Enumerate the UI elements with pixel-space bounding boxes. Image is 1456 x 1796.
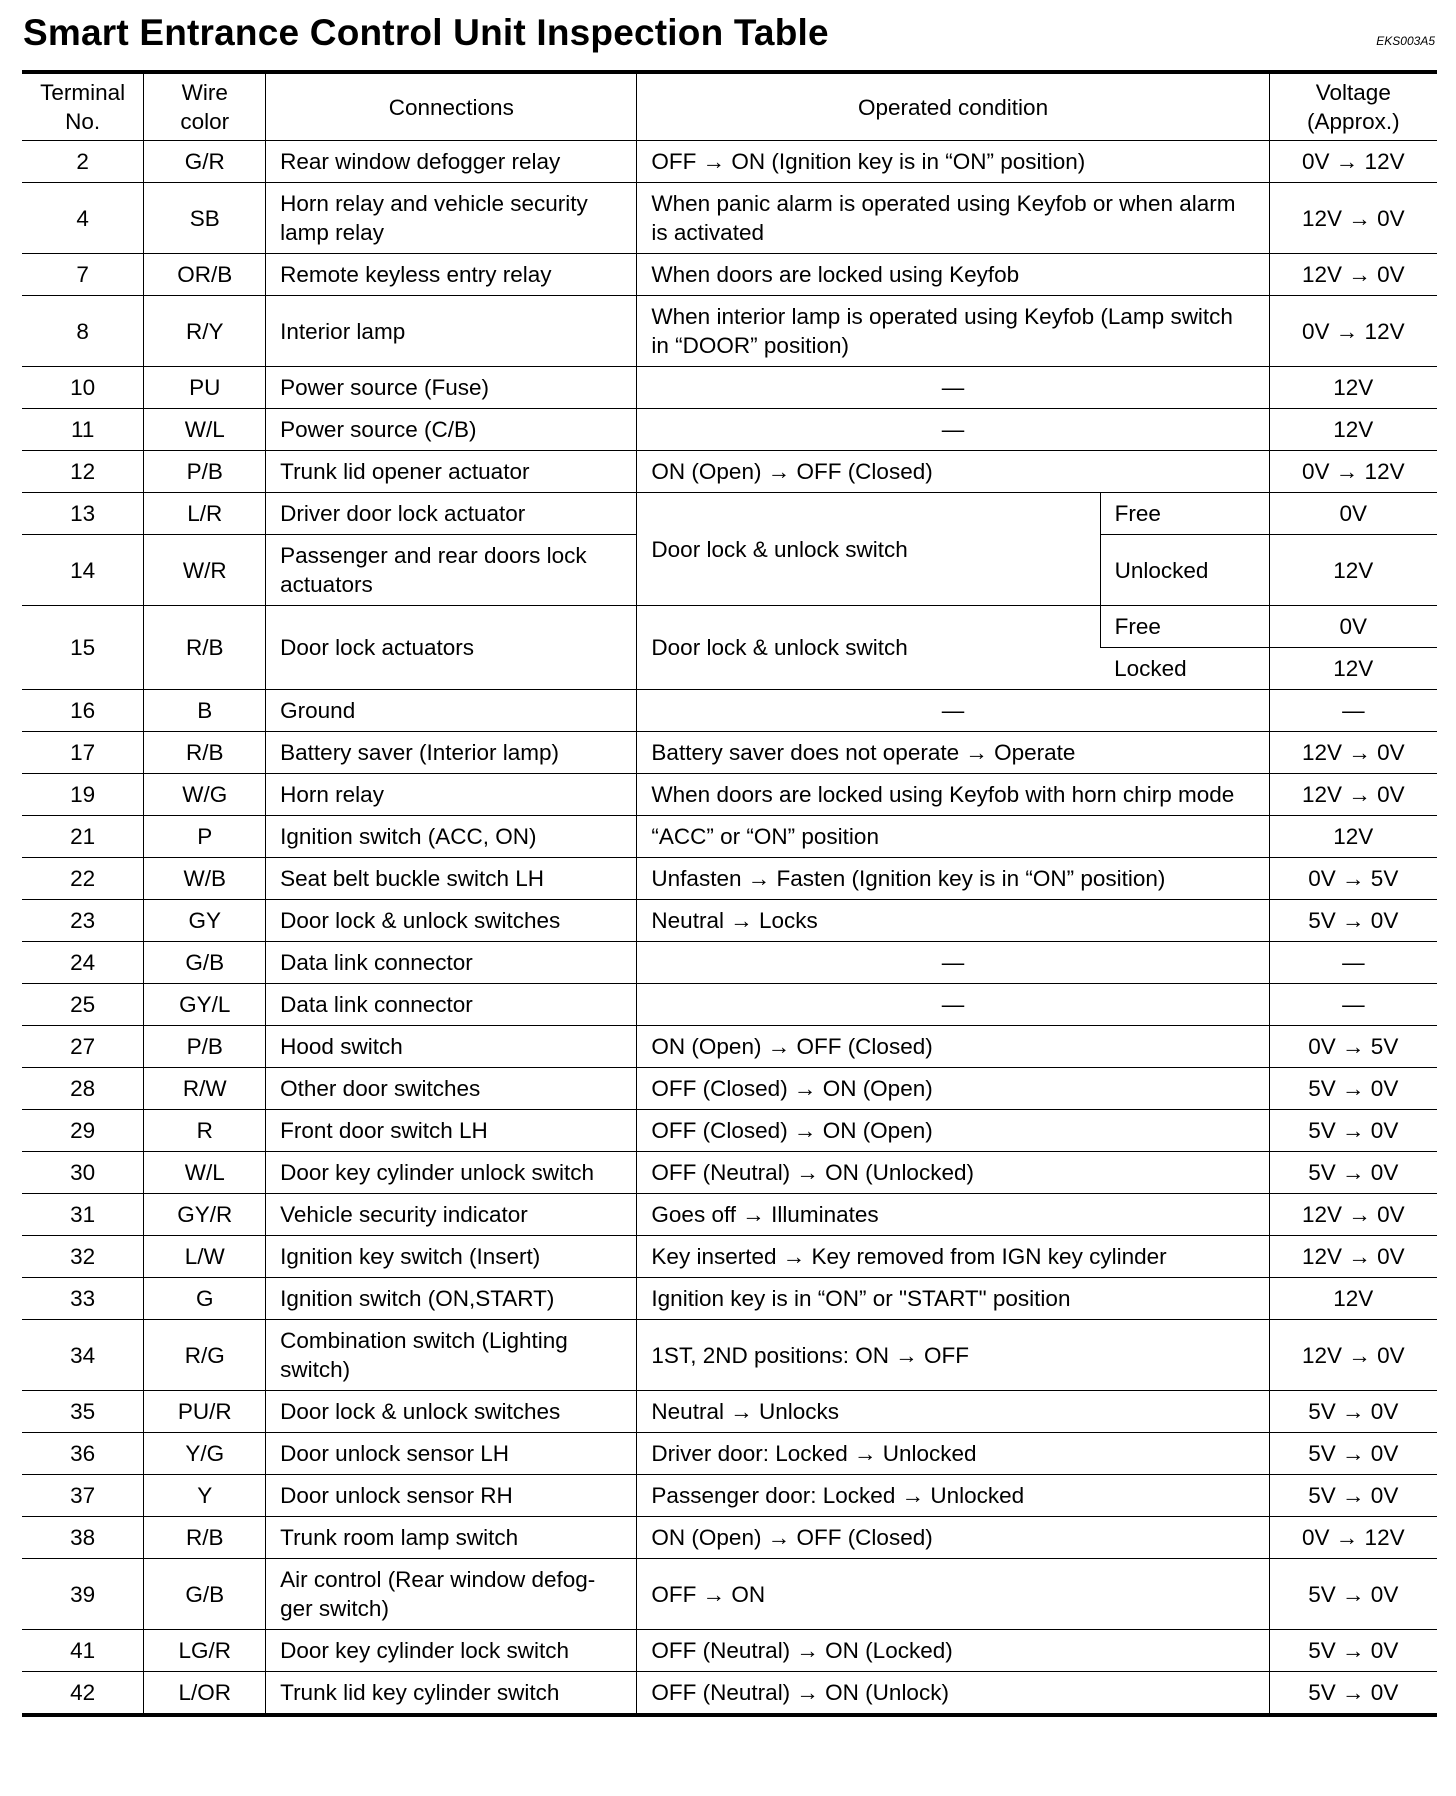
voltage-cell: 12V	[1269, 816, 1437, 858]
table-header-row	[22, 72, 1437, 141]
switch-state-cell: Locked	[1100, 648, 1269, 690]
table-row	[22, 296, 1437, 367]
table-row	[22, 254, 1437, 296]
connections-cell: Ground	[266, 690, 637, 732]
table-row	[22, 141, 1437, 183]
wire-color-cell: W/G	[144, 774, 266, 816]
table-row	[22, 183, 1437, 254]
terminal-cell: 38	[22, 1517, 144, 1559]
condition-cell: Passenger door: Locked → Unlocked	[637, 1475, 1269, 1517]
connections-cell: Door lock & unlock switches	[266, 1391, 637, 1433]
terminal-cell: 36	[22, 1433, 144, 1475]
wire-color-cell: B	[144, 690, 266, 732]
voltage-cell: 12V → 0V	[1269, 1320, 1437, 1391]
wire-color-cell: G/R	[144, 141, 266, 183]
wire-color-cell: W/L	[144, 1152, 266, 1194]
terminal-cell: 24	[22, 942, 144, 984]
header-voltage: Voltage (Approx.)	[1269, 72, 1437, 141]
connections-cell: Hood switch	[266, 1026, 637, 1068]
table-row	[22, 900, 1437, 942]
wire-color-cell: GY	[144, 900, 266, 942]
voltage-cell: 12V → 0V	[1269, 183, 1437, 254]
terminal-cell: 27	[22, 1026, 144, 1068]
wire-color-cell: W/B	[144, 858, 266, 900]
voltage-cell: 5V → 0V	[1269, 1672, 1437, 1716]
condition-cell: —	[637, 367, 1269, 409]
condition-cell: —	[637, 409, 1269, 451]
connections-cell: Rear window defogger relay	[266, 141, 637, 183]
connections-cell: Air control (Rear window defog- ger switch)	[266, 1559, 637, 1630]
switch-state-cell: Unlocked	[1100, 535, 1269, 606]
condition-cell: OFF (Neutral) → ON (Unlocked)	[637, 1152, 1269, 1194]
voltage-cell: 0V → 5V	[1269, 858, 1437, 900]
wire-color-cell: L/R	[144, 493, 266, 535]
voltage-cell: 0V → 12V	[1269, 141, 1437, 183]
connections-cell: Door lock actuators	[266, 606, 637, 690]
inspection-table	[22, 70, 1437, 1717]
condition-cell: OFF → ON	[637, 1559, 1269, 1630]
wire-color-cell: Y/G	[144, 1433, 266, 1475]
wire-color-cell: G/B	[144, 1559, 266, 1630]
terminal-cell: 8	[22, 296, 144, 367]
terminal-cell: 31	[22, 1194, 144, 1236]
voltage-cell: —	[1269, 984, 1437, 1026]
voltage-cell: 5V → 0V	[1269, 900, 1437, 942]
condition-cell: Neutral → Unlocks	[637, 1391, 1269, 1433]
wire-color-cell: R/G	[144, 1320, 266, 1391]
voltage-cell: 12V → 0V	[1269, 1236, 1437, 1278]
wire-color-cell: W/R	[144, 535, 266, 606]
condition-cell: ON (Open) → OFF (Closed)	[637, 1517, 1269, 1559]
connections-cell: Ignition switch (ACC, ON)	[266, 816, 637, 858]
table-row	[22, 1278, 1437, 1320]
wire-color-cell: L/W	[144, 1236, 266, 1278]
voltage-cell: 12V → 0V	[1269, 774, 1437, 816]
terminal-cell: 7	[22, 254, 144, 296]
table-row	[22, 409, 1437, 451]
table-row	[22, 1320, 1437, 1391]
wire-color-cell: LG/R	[144, 1630, 266, 1672]
connections-cell: Horn relay and vehicle security lamp relay	[266, 183, 637, 254]
connections-cell: Combination switch (Lighting switch)	[266, 1320, 637, 1391]
condition-cell: Driver door: Locked → Unlocked	[637, 1433, 1269, 1475]
table-row	[22, 1068, 1437, 1110]
terminal-cell: 34	[22, 1320, 144, 1391]
condition-cell: Battery saver does not operate → Operate	[637, 732, 1269, 774]
header-terminal: Terminal No.	[22, 72, 144, 141]
terminal-cell: 14	[22, 535, 144, 606]
table-row	[22, 1672, 1437, 1716]
wire-color-cell: R/W	[144, 1068, 266, 1110]
connections-cell: Interior lamp	[266, 296, 637, 367]
condition-cell: Neutral → Locks	[637, 900, 1269, 942]
terminal-cell: 16	[22, 690, 144, 732]
wire-color-cell: Y	[144, 1475, 266, 1517]
table-row	[22, 732, 1437, 774]
wire-color-cell: W/L	[144, 409, 266, 451]
condition-cell: Door lock & unlock switch	[637, 493, 1100, 606]
connections-cell: Remote keyless entry relay	[266, 254, 637, 296]
condition-cell: 1ST, 2ND positions: ON → OFF	[637, 1320, 1269, 1391]
table-row	[22, 1194, 1437, 1236]
connections-cell: Door unlock sensor LH	[266, 1433, 637, 1475]
terminal-cell: 28	[22, 1068, 144, 1110]
header-connections: Connections	[266, 72, 637, 141]
connections-cell: Battery saver (Interior lamp)	[266, 732, 637, 774]
terminal-cell: 39	[22, 1559, 144, 1630]
table-row	[22, 984, 1437, 1026]
table-row	[22, 1433, 1437, 1475]
connections-cell: Ignition key switch (Insert)	[266, 1236, 637, 1278]
voltage-cell: 0V → 12V	[1269, 1517, 1437, 1559]
connections-cell: Passenger and rear doors lock actuators	[266, 535, 637, 606]
terminal-cell: 4	[22, 183, 144, 254]
connections-cell: Trunk lid opener actuator	[266, 451, 637, 493]
wire-color-cell: GY/L	[144, 984, 266, 1026]
wire-color-cell: OR/B	[144, 254, 266, 296]
condition-cell: When panic alarm is operated using Keyfob or when alarm is activated	[637, 183, 1269, 254]
table-row	[22, 1391, 1437, 1433]
terminal-cell: 42	[22, 1672, 144, 1716]
terminal-cell: 12	[22, 451, 144, 493]
terminal-cell: 32	[22, 1236, 144, 1278]
voltage-cell: 12V → 0V	[1269, 254, 1437, 296]
terminal-cell: 11	[22, 409, 144, 451]
voltage-cell: 12V	[1269, 648, 1437, 690]
switch-state-cell: Free	[1100, 606, 1269, 648]
condition-cell: When interior lamp is operated using Keyfob (Lamp switch in “DOOR” position)	[637, 296, 1269, 367]
table-row	[22, 367, 1437, 409]
voltage-cell: 0V	[1269, 493, 1437, 535]
wire-color-cell: R/B	[144, 1517, 266, 1559]
table-row	[22, 451, 1437, 493]
wire-color-cell: L/OR	[144, 1672, 266, 1716]
wire-color-cell: P	[144, 816, 266, 858]
header-wire-color: Wire color	[144, 72, 266, 141]
connections-cell: Door key cylinder unlock switch	[266, 1152, 637, 1194]
table-row	[22, 1026, 1437, 1068]
connections-cell: Front door switch LH	[266, 1110, 637, 1152]
wire-color-cell: R/Y	[144, 296, 266, 367]
connections-cell: Ignition switch (ON,START)	[266, 1278, 637, 1320]
condition-cell: OFF → ON (Ignition key is in “ON” position)	[637, 141, 1269, 183]
connections-cell: Data link connector	[266, 942, 637, 984]
table-row	[22, 1559, 1437, 1630]
connections-cell: Trunk room lamp switch	[266, 1517, 637, 1559]
terminal-cell: 23	[22, 900, 144, 942]
voltage-cell: —	[1269, 690, 1437, 732]
voltage-cell: 5V → 0V	[1269, 1630, 1437, 1672]
terminal-cell: 22	[22, 858, 144, 900]
voltage-cell: 12V → 0V	[1269, 732, 1437, 774]
terminal-cell: 21	[22, 816, 144, 858]
table-row	[22, 606, 1437, 648]
condition-cell: —	[637, 984, 1269, 1026]
voltage-cell: 5V → 0V	[1269, 1433, 1437, 1475]
switch-state-cell: Free	[1100, 493, 1269, 535]
voltage-cell: —	[1269, 942, 1437, 984]
voltage-cell: 5V → 0V	[1269, 1475, 1437, 1517]
table-row	[22, 493, 1437, 535]
condition-cell: OFF (Closed) → ON (Open)	[637, 1068, 1269, 1110]
reference-code: EKS003A5	[1376, 34, 1435, 48]
terminal-cell: 17	[22, 732, 144, 774]
table-row	[22, 1630, 1437, 1672]
connections-cell: Data link connector	[266, 984, 637, 1026]
condition-cell: When doors are locked using Keyfob	[637, 254, 1269, 296]
wire-color-cell: PU	[144, 367, 266, 409]
connections-cell: Door key cylinder lock switch	[266, 1630, 637, 1672]
voltage-cell: 5V → 0V	[1269, 1391, 1437, 1433]
connections-cell: Door lock & unlock switches	[266, 900, 637, 942]
condition-cell: OFF (Closed) → ON (Open)	[637, 1110, 1269, 1152]
table-row	[22, 858, 1437, 900]
condition-cell: Unfasten → Fasten (Ignition key is in “ON” position)	[637, 858, 1269, 900]
table-row	[22, 1152, 1437, 1194]
connections-cell: Driver door lock actuator	[266, 493, 637, 535]
terminal-cell: 29	[22, 1110, 144, 1152]
voltage-cell: 5V → 0V	[1269, 1068, 1437, 1110]
voltage-cell: 12V	[1269, 367, 1437, 409]
table-row	[22, 1517, 1437, 1559]
table-row	[22, 1475, 1437, 1517]
condition-cell: ON (Open) → OFF (Closed)	[637, 451, 1269, 493]
voltage-cell: 5V → 0V	[1269, 1152, 1437, 1194]
terminal-cell: 41	[22, 1630, 144, 1672]
terminal-cell: 10	[22, 367, 144, 409]
terminal-cell: 33	[22, 1278, 144, 1320]
connections-cell: Other door switches	[266, 1068, 637, 1110]
voltage-cell: 0V → 12V	[1269, 451, 1437, 493]
condition-cell: OFF (Neutral) → ON (Locked)	[637, 1630, 1269, 1672]
connections-cell: Trunk lid key cylinder switch	[266, 1672, 637, 1716]
condition-cell: OFF (Neutral) → ON (Unlock)	[637, 1672, 1269, 1716]
terminal-cell: 35	[22, 1391, 144, 1433]
terminal-cell: 37	[22, 1475, 144, 1517]
connections-cell: Seat belt buckle switch LH	[266, 858, 637, 900]
condition-cell: —	[637, 690, 1269, 732]
wire-color-cell: R/B	[144, 732, 266, 774]
header-operated-condition: Operated condition	[637, 72, 1269, 141]
voltage-cell: 0V → 12V	[1269, 296, 1437, 367]
wire-color-cell: R/B	[144, 606, 266, 690]
voltage-cell: 12V	[1269, 409, 1437, 451]
voltage-cell: 5V → 0V	[1269, 1559, 1437, 1630]
condition-cell: Door lock & unlock switch	[637, 606, 1100, 690]
wire-color-cell: R	[144, 1110, 266, 1152]
condition-cell: —	[637, 942, 1269, 984]
condition-cell: ON (Open) → OFF (Closed)	[637, 1026, 1269, 1068]
terminal-cell: 15	[22, 606, 144, 690]
wire-color-cell: SB	[144, 183, 266, 254]
voltage-cell: 5V → 0V	[1269, 1110, 1437, 1152]
wire-color-cell: G/B	[144, 942, 266, 984]
table-row	[22, 942, 1437, 984]
table-row	[22, 690, 1437, 732]
voltage-cell: 12V	[1269, 1278, 1437, 1320]
table-row	[22, 774, 1437, 816]
terminal-cell: 2	[22, 141, 144, 183]
page-title: Smart Entrance Control Unit Inspection Table	[23, 12, 829, 53]
voltage-cell: 12V	[1269, 535, 1437, 606]
wire-color-cell: P/B	[144, 1026, 266, 1068]
wire-color-cell: P/B	[144, 451, 266, 493]
table-row	[22, 1110, 1437, 1152]
terminal-cell: 19	[22, 774, 144, 816]
condition-cell: When doors are locked using Keyfob with horn chirp mode	[637, 774, 1269, 816]
connections-cell: Horn relay	[266, 774, 637, 816]
table-row	[22, 816, 1437, 858]
wire-color-cell: G	[144, 1278, 266, 1320]
connections-cell: Power source (Fuse)	[266, 367, 637, 409]
connections-cell: Vehicle security indicator	[266, 1194, 637, 1236]
condition-cell: “ACC” or “ON” position	[637, 816, 1269, 858]
terminal-cell: 30	[22, 1152, 144, 1194]
wire-color-cell: PU/R	[144, 1391, 266, 1433]
terminal-cell: 25	[22, 984, 144, 1026]
voltage-cell: 12V → 0V	[1269, 1194, 1437, 1236]
condition-cell: Ignition key is in “ON” or "START" position	[637, 1278, 1269, 1320]
condition-cell: Key inserted → Key removed from IGN key cylinder	[637, 1236, 1269, 1278]
voltage-cell: 0V → 5V	[1269, 1026, 1437, 1068]
wire-color-cell: GY/R	[144, 1194, 266, 1236]
connections-cell: Door unlock sensor RH	[266, 1475, 637, 1517]
table-row	[22, 1236, 1437, 1278]
voltage-cell: 0V	[1269, 606, 1437, 648]
terminal-cell: 13	[22, 493, 144, 535]
connections-cell: Power source (C/B)	[266, 409, 637, 451]
condition-cell: Goes off → Illuminates	[637, 1194, 1269, 1236]
